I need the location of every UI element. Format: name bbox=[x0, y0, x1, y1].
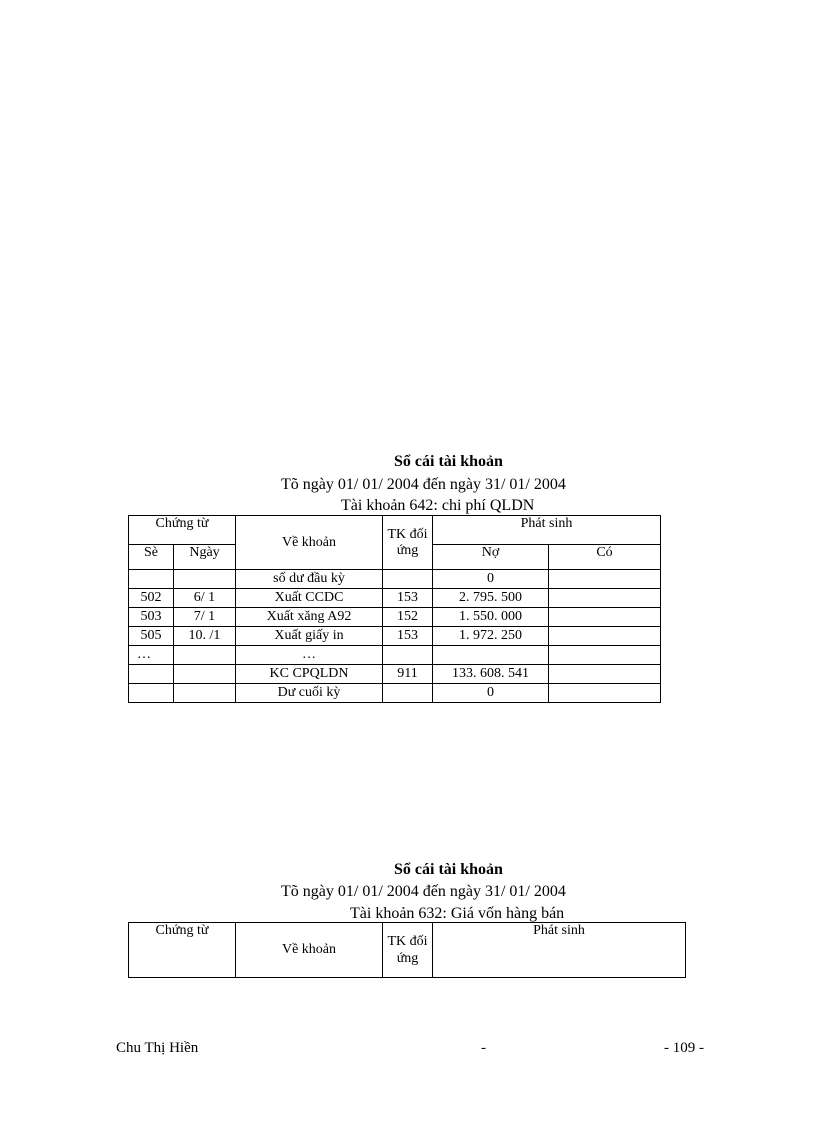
ledger1-table bbox=[128, 515, 661, 703]
ledger2-header-contra-account: TK đối ứng bbox=[383, 923, 433, 978]
header-date: Ngày bbox=[174, 545, 236, 570]
ledger2-header-arising: Phát sinh bbox=[433, 923, 686, 978]
cell-debit bbox=[433, 646, 549, 665]
cell-debit: 0 bbox=[433, 684, 549, 703]
cell-date bbox=[174, 646, 236, 665]
cell-no: … bbox=[129, 646, 174, 665]
cell-no: 502 bbox=[129, 589, 174, 608]
header-description: Về khoản bbox=[236, 516, 383, 570]
footer-separator: - bbox=[481, 1040, 486, 1056]
ledger1-account: Tài khoản 642: chi phí QLDN bbox=[341, 497, 535, 514]
cell-contra-account: 152 bbox=[383, 608, 433, 627]
header-arising: Phát sinh bbox=[433, 516, 661, 545]
cell-credit bbox=[549, 646, 661, 665]
cell-description: Xuất giấy in bbox=[236, 627, 383, 646]
cell-no: 503 bbox=[129, 608, 174, 627]
header-no: Sè bbox=[129, 545, 174, 570]
cell-debit: 0 bbox=[433, 570, 549, 589]
cell-description: KC CPQLDN bbox=[236, 665, 383, 684]
cell-date bbox=[174, 570, 236, 589]
cell-credit bbox=[549, 589, 661, 608]
footer-author: Chu Thị Hiền bbox=[116, 1040, 199, 1056]
ledger1-title: Sổ cái tài khoản bbox=[394, 453, 503, 470]
header-credit: Có bbox=[549, 545, 661, 570]
cell-no bbox=[129, 570, 174, 589]
cell-credit bbox=[549, 570, 661, 589]
cell-debit: 1. 550. 000 bbox=[433, 608, 549, 627]
ledger2-header-voucher: Chứng từ bbox=[129, 923, 236, 978]
cell-description: Xuất xăng A92 bbox=[236, 608, 383, 627]
table-row bbox=[129, 608, 661, 627]
cell-contra-account: 911 bbox=[383, 665, 433, 684]
cell-description: Dư cuối kỳ bbox=[236, 684, 383, 703]
cell-date: 10. /1 bbox=[174, 627, 236, 646]
footer-page-number: - 109 - bbox=[664, 1040, 704, 1056]
cell-contra-account: 153 bbox=[383, 627, 433, 646]
table-row bbox=[129, 665, 661, 684]
cell-contra-account bbox=[383, 646, 433, 665]
cell-contra-account bbox=[383, 684, 433, 703]
table-row bbox=[129, 646, 661, 665]
table-row bbox=[129, 570, 661, 589]
table-row bbox=[129, 684, 661, 703]
header-debit: Nợ bbox=[433, 545, 549, 570]
cell-date: 7/ 1 bbox=[174, 608, 236, 627]
cell-credit bbox=[549, 684, 661, 703]
cell-debit: 2. 795. 500 bbox=[433, 589, 549, 608]
cell-credit bbox=[549, 627, 661, 646]
cell-contra-account bbox=[383, 570, 433, 589]
ledger2-header-description: Về khoản bbox=[236, 923, 383, 978]
ledger2-title: Sổ cái tài khoản bbox=[394, 861, 503, 878]
header-contra-account: TK đối ứng bbox=[383, 516, 433, 570]
cell-contra-account: 153 bbox=[383, 589, 433, 608]
cell-no bbox=[129, 665, 174, 684]
cell-credit bbox=[549, 608, 661, 627]
cell-date: 6/ 1 bbox=[174, 589, 236, 608]
table-row bbox=[129, 589, 661, 608]
cell-credit bbox=[549, 665, 661, 684]
ledger2-table bbox=[128, 922, 686, 978]
cell-date bbox=[174, 684, 236, 703]
ledger2-period: Tõ ngày 01/ 01/ 2004 đến ngày 31/ 01/ 2004 bbox=[281, 883, 566, 900]
header-voucher: Chứng từ bbox=[129, 516, 236, 545]
cell-no bbox=[129, 684, 174, 703]
cell-debit: 133. 608. 541 bbox=[433, 665, 549, 684]
ledger1-period: Tõ ngày 01/ 01/ 2004 đến ngày 31/ 01/ 2004 bbox=[281, 476, 566, 493]
cell-no: 505 bbox=[129, 627, 174, 646]
cell-date bbox=[174, 665, 236, 684]
cell-description: … bbox=[236, 646, 383, 665]
cell-description: Xuất CCDC bbox=[236, 589, 383, 608]
ledger2-account: Tài khoản 632: Giá vốn hàng bán bbox=[350, 905, 565, 922]
cell-debit: 1. 972. 250 bbox=[433, 627, 549, 646]
cell-description: số dư đầu kỳ bbox=[236, 570, 383, 589]
table-row bbox=[129, 627, 661, 646]
